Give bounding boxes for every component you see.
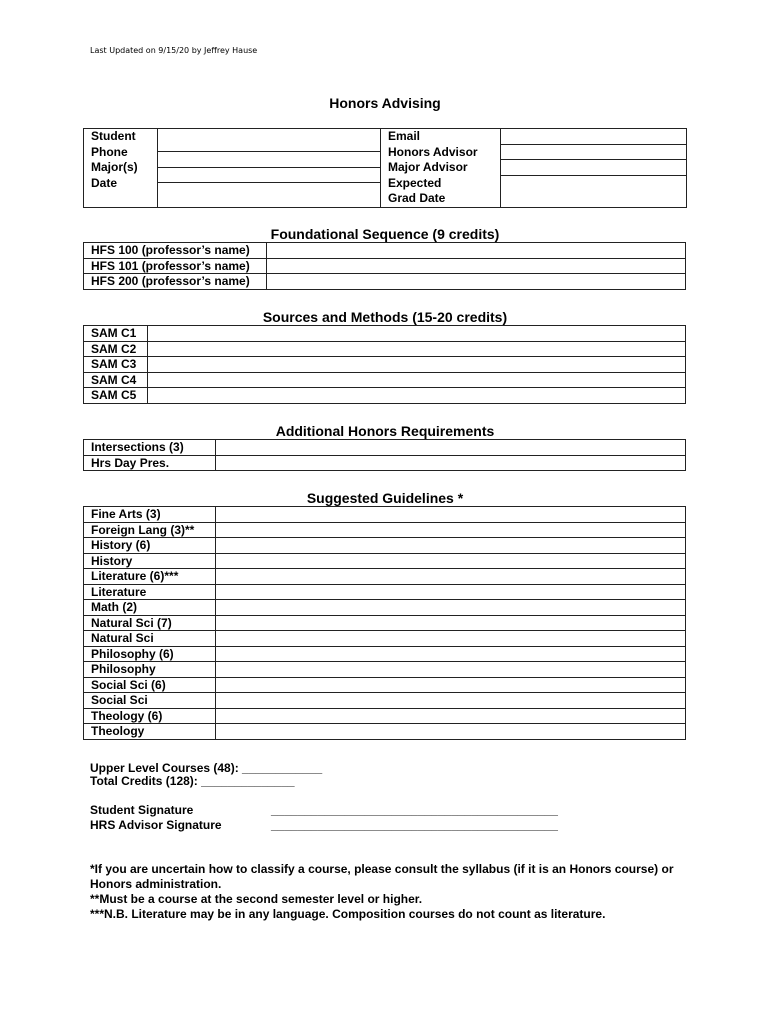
- guideline-label: Natural Sci: [84, 631, 216, 647]
- sam-c5-label: SAM C5: [84, 388, 148, 404]
- guideline-field[interactable]: [216, 631, 686, 647]
- guideline-field[interactable]: [216, 600, 686, 616]
- hfs101-field[interactable]: [267, 258, 686, 274]
- intersections-field[interactable]: [216, 440, 686, 456]
- student-label: Student: [91, 129, 136, 143]
- hfs100-field[interactable]: [267, 243, 686, 259]
- guideline-label: History (6): [84, 538, 216, 554]
- guideline-field[interactable]: [216, 693, 686, 709]
- student-signature-line[interactable]: ___________________________________________: [271, 803, 558, 817]
- email-label: Email: [388, 129, 421, 143]
- guideline-label: Math (2): [84, 600, 216, 616]
- advisor-signature-label: HRS Advisor Signature: [90, 818, 222, 832]
- guideline-label: Theology (6): [84, 708, 216, 724]
- student-signature-label: Student Signature: [90, 803, 194, 817]
- sam-c2-field[interactable]: [148, 341, 686, 357]
- guidelines-table: [83, 506, 686, 740]
- student-info-left-labels: [84, 129, 158, 208]
- phone-label: Phone: [91, 144, 128, 159]
- guideline-field[interactable]: [216, 724, 686, 740]
- guideline-field[interactable]: [216, 708, 686, 724]
- sam-c3-field[interactable]: [148, 357, 686, 373]
- sam-c3-label: SAM C3: [84, 357, 148, 373]
- honors-advisor-label: Honors Advisor: [388, 144, 478, 159]
- guideline-field[interactable]: [216, 615, 686, 631]
- page-title: Honors Advising: [329, 95, 441, 111]
- sam-c4-label: SAM C4: [84, 372, 148, 388]
- guideline-field[interactable]: [216, 522, 686, 538]
- guideline-field[interactable]: [216, 662, 686, 678]
- guideline-label: Natural Sci (7): [84, 615, 216, 631]
- guideline-label: Theology: [84, 724, 216, 740]
- guideline-label: Fine Arts (3): [84, 507, 216, 523]
- sam-c5-field[interactable]: [148, 388, 686, 404]
- sam-c1-label: SAM C1: [84, 326, 148, 342]
- guideline-field[interactable]: [216, 646, 686, 662]
- advisor-signature-line[interactable]: ___________________________________________: [271, 818, 558, 832]
- hfs200-field[interactable]: [267, 274, 686, 290]
- hfs100-label: HFS 100 (professor’s name): [84, 243, 267, 259]
- hfs101-label: HFS 101 (professor’s name): [84, 258, 267, 274]
- majors-label: Major(s): [91, 160, 138, 174]
- student-info-right-labels: [381, 129, 501, 208]
- foundational-title: Foundational Sequence (9 credits): [270, 226, 500, 242]
- guideline-label: Social Sci (6): [84, 677, 216, 693]
- sources-title: Sources and Methods (15-20 credits): [262, 309, 508, 325]
- expected-grad-date-label: Expected Grad Date: [388, 175, 446, 205]
- footnote-literature: ***N.B. Literature may be in any language. Composition courses do not count as literature.: [90, 907, 606, 921]
- sam-c4-field[interactable]: [148, 372, 686, 388]
- sam-c2-label: SAM C2: [84, 341, 148, 357]
- footnote-foreign-lang: **Must be a course at the second semester level or higher.: [90, 892, 423, 906]
- footnotes: [90, 862, 690, 922]
- date-label: Date: [91, 175, 118, 190]
- guideline-field[interactable]: [216, 507, 686, 523]
- guideline-field[interactable]: [216, 553, 686, 569]
- guideline-label: Foreign Lang (3)**: [84, 522, 216, 538]
- major-advisor-label: Major Advisor: [388, 160, 468, 174]
- sources-table: [83, 325, 686, 404]
- guideline-label: Literature (6)***: [84, 569, 216, 585]
- hfs200-label: HFS 200 (professor’s name): [84, 274, 267, 290]
- guideline-field[interactable]: [216, 584, 686, 600]
- student-info-right-values[interactable]: [501, 129, 687, 208]
- guidelines-title: Suggested Guidelines *: [306, 490, 464, 506]
- sam-c1-field[interactable]: [148, 326, 686, 342]
- intersections-label: Intersections (3): [84, 440, 216, 456]
- total-credits-line[interactable]: Total Credits (128): ______________: [90, 774, 295, 788]
- guideline-field[interactable]: [216, 538, 686, 554]
- guideline-label: Literature: [84, 584, 216, 600]
- hrs-day-pres-field[interactable]: [216, 455, 686, 471]
- guideline-field[interactable]: [216, 677, 686, 693]
- foundational-table: [83, 242, 686, 290]
- upper-level-courses-line[interactable]: Upper Level Courses (48): ____________: [90, 761, 323, 775]
- footnote-classify: *If you are uncertain how to classify a course, please consult the syllabus (if it is an Honors course) or Honors administration.: [90, 862, 674, 891]
- last-updated-note: Last Updated on 9/15/20 by Jeffrey Hause: [90, 46, 258, 55]
- guideline-label: History: [84, 553, 216, 569]
- additional-table: [83, 439, 686, 471]
- guideline-label: Social Sci: [84, 693, 216, 709]
- guideline-field[interactable]: [216, 569, 686, 585]
- student-info-table: [83, 128, 687, 208]
- guideline-label: Philosophy: [84, 662, 216, 678]
- student-info-left-values[interactable]: [158, 129, 381, 208]
- guideline-label: Philosophy (6): [84, 646, 216, 662]
- hrs-day-pres-label: Hrs Day Pres.: [84, 455, 216, 471]
- additional-title: Additional Honors Requirements: [275, 423, 495, 439]
